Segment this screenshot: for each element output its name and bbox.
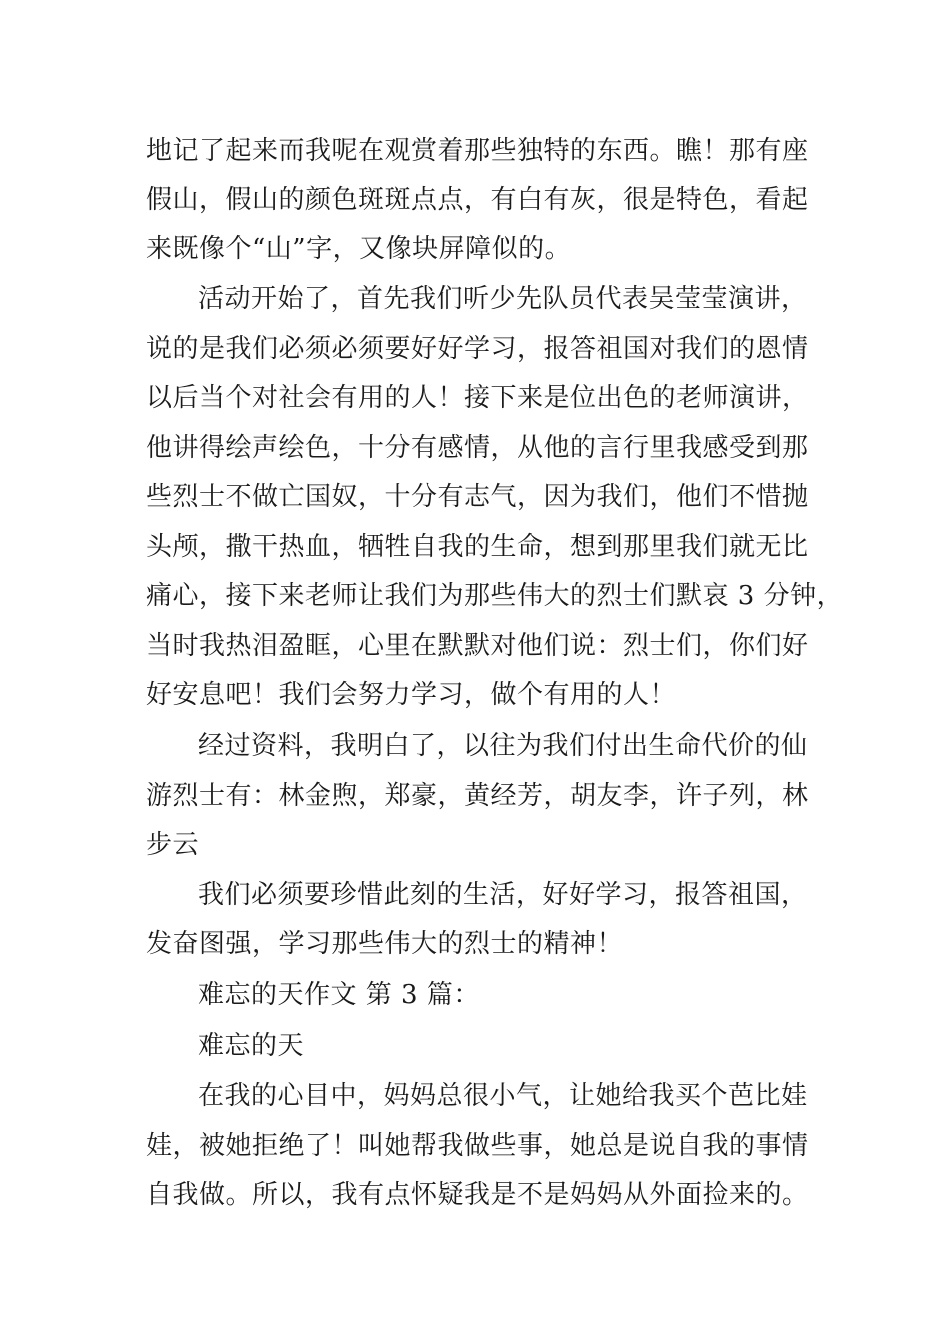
text-line: 步云 bbox=[146, 830, 200, 860]
text-line: 娃，被她拒绝了！叫她帮我做些事，她总是说自我的事情 bbox=[146, 1131, 809, 1161]
text-line: 说的是我们必须必须要好好学习，报答祖国对我们的恩情 bbox=[146, 334, 809, 364]
text-line: 当时我热泪盈眶，心里在默默对他们说：烈士们，你们好 bbox=[146, 631, 809, 661]
text-line: 些烈士不做亡国奴，十分有志气，因为我们，他们不惜抛 bbox=[146, 482, 809, 512]
essay-title: 难忘的天 bbox=[198, 1031, 305, 1061]
text-line: 好安息吧！我们会努力学习，做个有用的人！ bbox=[146, 680, 677, 710]
text-line: 假山，假山的颜色斑斑点点，有白有灰，很是特色，看起 bbox=[146, 185, 809, 215]
text-line: 头颅，撒干热血，牺牲自我的生命，想到那里我们就无比 bbox=[146, 532, 809, 562]
paragraph-start-line: 经过资料，我明白了，以往为我们付出生命代价的仙 bbox=[198, 731, 808, 761]
text-line: 他讲得绘声绘色，十分有感情，从他的言行里我感受到那 bbox=[146, 433, 809, 463]
text-line: 地记了起来而我呢在观赏着那些独特的东西。瞧！那有座 bbox=[146, 136, 809, 166]
text-line: 来既像个“山”字，又像块屏障似的。 bbox=[146, 234, 572, 264]
text-line: 痛心，接下来老师让我们为那些伟大的烈士们默哀 3 分钟， bbox=[146, 581, 844, 611]
paragraph-start-line: 我们必须要珍惜此刻的生活，好好学习，报答祖国， bbox=[198, 880, 808, 910]
text-line: 游烈士有：林金煦，郑豪，黄经芳，胡友李，许子列，林 bbox=[146, 781, 809, 811]
text-line: 发奋图强，学习那些伟大的烈士的精神！ bbox=[146, 929, 624, 959]
paragraph-start-line: 在我的心目中，妈妈总很小气，让她给我买个芭比娃 bbox=[198, 1081, 808, 1111]
paragraph-start-line: 活动开始了，首先我们听少先队员代表吴莹莹演讲， bbox=[198, 284, 808, 314]
text-line: 自我做。所以，我有点怀疑我是不是妈妈从外面捡来的。 bbox=[146, 1180, 809, 1210]
text-line: 以后当个对社会有用的人！接下来是位出色的老师演讲， bbox=[146, 383, 809, 413]
section-heading: 难忘的天作文 第 3 篇： bbox=[198, 980, 480, 1010]
